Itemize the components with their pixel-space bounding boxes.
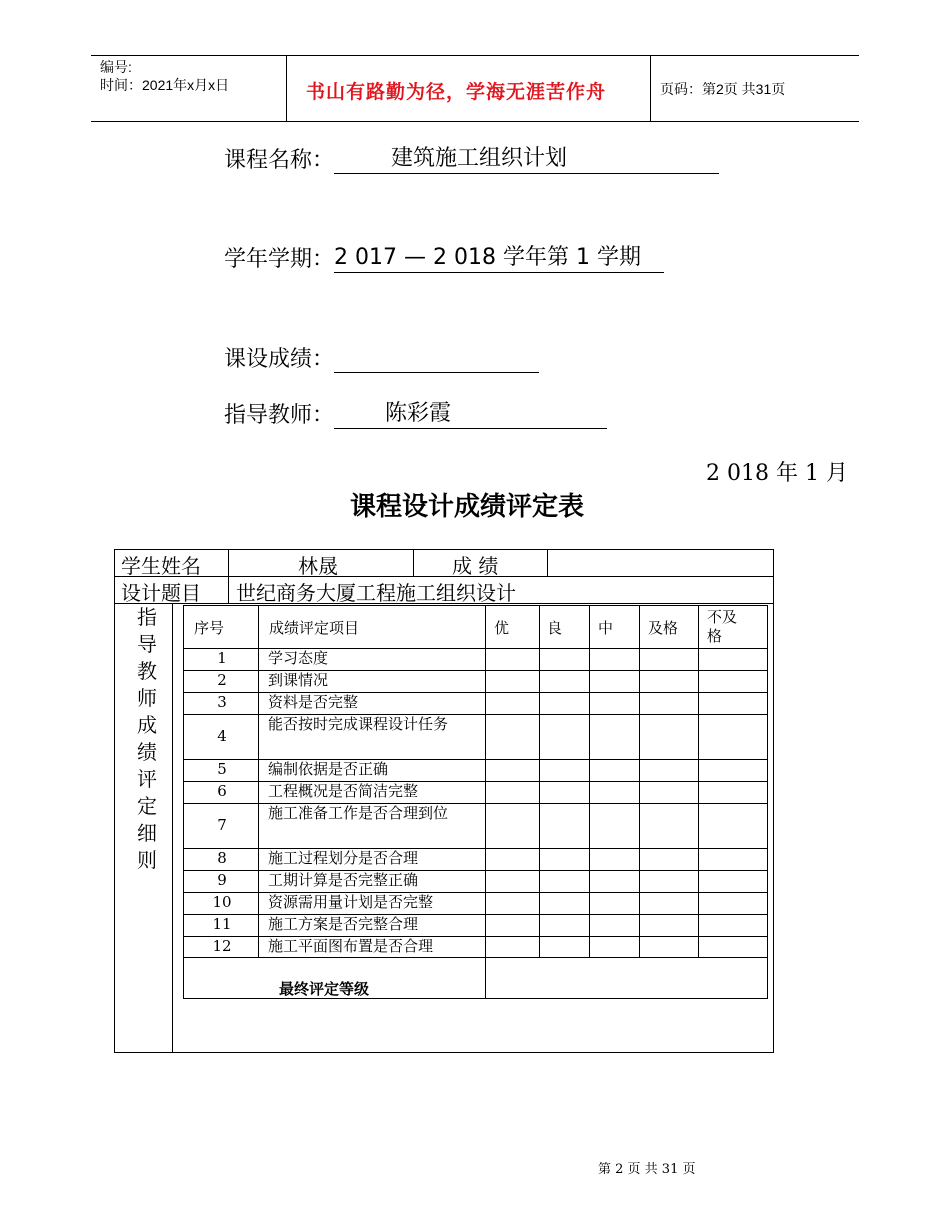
- course-name-label: 课程名称：: [224, 148, 335, 173]
- header-top-rule: [91, 55, 859, 56]
- row-item: 工期计算是否完整正确: [268, 871, 419, 889]
- student-name-label: 学生姓名: [121, 554, 201, 578]
- row-number: 1: [217, 649, 227, 667]
- header-divider: [650, 56, 651, 122]
- grade-label: 课设成绩：: [224, 347, 335, 372]
- grid-col-line: [258, 605, 259, 957]
- row-number: 9: [217, 871, 227, 889]
- grade-row: [224, 342, 539, 373]
- final-grade-label: 最终评定等级: [279, 980, 370, 998]
- col-divider: [547, 549, 548, 576]
- col-header-good: 良: [547, 619, 563, 637]
- col-header-excellent: 优: [494, 619, 510, 637]
- page-footer: 第 2 页 共 31 页: [598, 1162, 696, 1177]
- term-label: 学年学期：: [224, 247, 335, 272]
- row-item: 资料是否完整: [268, 693, 359, 711]
- header-divider: [286, 56, 287, 122]
- page-title: 课程设计成绩评定表: [350, 492, 585, 522]
- course-name-row: [224, 143, 719, 174]
- row-item: 资源需用量计划是否完整: [268, 893, 434, 911]
- row-number: 11: [212, 915, 232, 933]
- row-item: 到课情况: [268, 671, 329, 689]
- grid-col-line: [485, 605, 486, 999]
- col-divider: [228, 549, 229, 604]
- grid-col-line: [639, 605, 640, 957]
- term-field: [334, 245, 664, 273]
- course-name-value: 建筑施工组织计划: [391, 146, 568, 171]
- header-page-info: 页码：第2页 共31页: [660, 81, 786, 97]
- grid-row-line: [183, 957, 768, 958]
- student-name-value: 林晟: [298, 554, 338, 578]
- col-divider: [172, 603, 173, 1053]
- header-number-label: 编号:: [100, 59, 132, 75]
- grid-col-line: [698, 605, 699, 957]
- row-item: 编制依据是否正确: [268, 760, 389, 778]
- row-item: 能否按时完成课程设计任务: [268, 715, 449, 733]
- teacher-label: 指导教师：: [224, 403, 335, 428]
- row-number: 2: [217, 671, 227, 689]
- header-time-label: 时间：2021年x月x日: [100, 77, 230, 93]
- course-name-field: [334, 146, 719, 174]
- row-number: 3: [217, 693, 227, 711]
- term-row: [224, 242, 664, 273]
- row-item: 施工平面图布置是否合理: [268, 937, 434, 955]
- col-header-no: 序号: [194, 619, 225, 637]
- col-header-fail: 不及格: [707, 608, 738, 645]
- side-label: 指导教师成绩评定细则: [137, 605, 157, 872]
- row-number: 10: [212, 893, 232, 911]
- row-number: 5: [217, 760, 227, 778]
- row-number: 7: [217, 815, 227, 834]
- row-number: 6: [217, 782, 227, 800]
- header-motto: 书山有路勤为径，学海无涯苦作舟: [306, 81, 607, 103]
- row-number: 8: [217, 849, 227, 867]
- col-divider: [413, 549, 414, 576]
- row-number: 12: [212, 936, 232, 955]
- document-date: 2 018 年 1 月: [706, 461, 848, 486]
- teacher-value: 陈彩霞: [385, 401, 452, 426]
- teacher-row: [224, 398, 607, 429]
- grade-field: [334, 345, 539, 373]
- header-bottom-rule: [91, 121, 859, 122]
- row-number: 4: [217, 726, 227, 745]
- col-header-pass: 及格: [648, 619, 679, 637]
- col-header-medium: 中: [598, 619, 614, 637]
- term-value: 2 017 — 2 018 学年第 1 学期: [334, 245, 641, 270]
- grid-col-line: [539, 605, 540, 957]
- topic-label: 设计题目: [121, 581, 201, 605]
- row-item: 施工准备工作是否合理到位: [268, 804, 449, 822]
- teacher-field: [334, 401, 607, 429]
- topic-value: 世纪商务大厦工程施工组织设计: [236, 581, 516, 605]
- col-header-item: 成绩评定项目: [269, 619, 360, 637]
- score-label: 成 绩: [452, 554, 499, 578]
- row-item: 施工过程划分是否合理: [268, 849, 419, 867]
- grid-col-line: [589, 605, 590, 957]
- row-item: 工程概况是否简洁完整: [268, 782, 419, 800]
- row-item: 学习态度: [268, 649, 329, 667]
- row-item: 施工方案是否完整合理: [268, 915, 419, 933]
